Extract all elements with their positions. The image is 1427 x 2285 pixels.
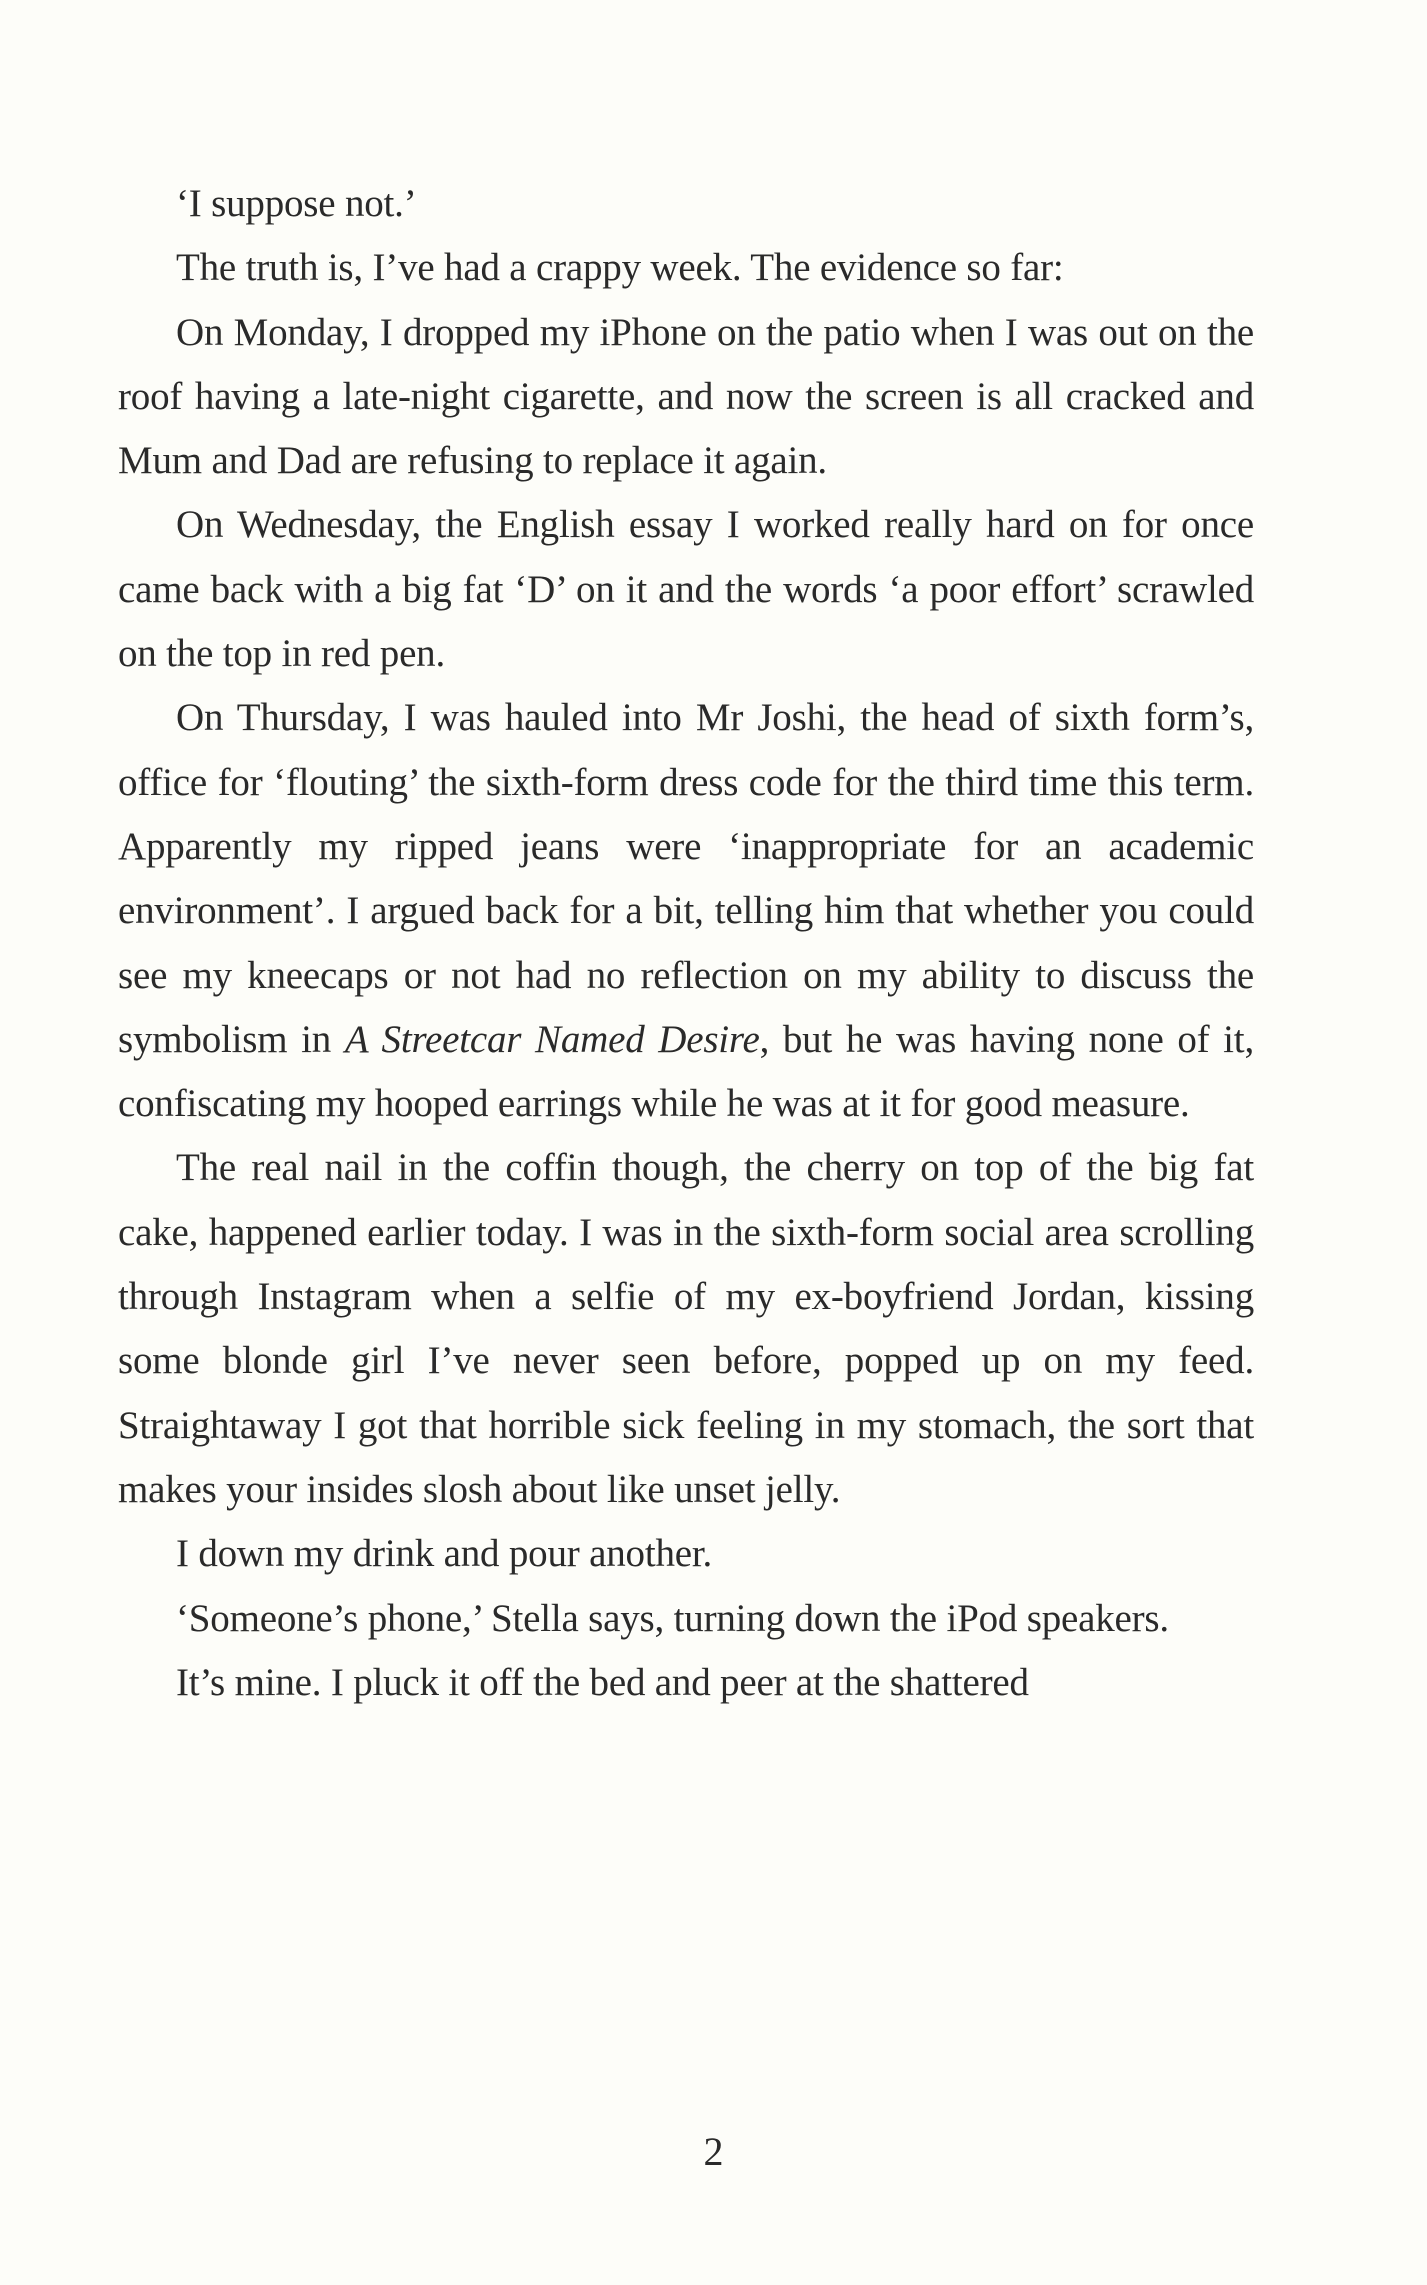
paragraph: The truth is, I’ve had a crappy week. The evidence so far: xyxy=(176,246,1064,290)
book-title: A Streetcar Named Desire xyxy=(344,1017,760,1061)
paragraph: ‘Someone’s phone,’ Stella says, turning down the iPod speakers. xyxy=(176,1596,1169,1640)
paragraph: I down my drink and pour another. xyxy=(176,1532,713,1576)
paragraph: On Wednesday, the English essay I worked really hard on for once came back with a big fat ‘D’ on it and the words ‘a poor effort’ scrawled on the top in red pen. xyxy=(118,503,1254,676)
paragraph: The real nail in the coffin though, the cherry on top of the big fat cake, happened earlier today. I was in the sixth-form social area scrolling through Instagram when a selfie of my ex-boyfriend Jordan, kissing some blonde girl I’ve never seen before, popped up on my feed. Straightaway I got that horrible sick feeling in my stomach, the sort that makes your insides slosh about like unset jelly. xyxy=(118,1146,1254,1511)
paragraph xyxy=(118,686,1254,1136)
paragraph: It’s mine. I pluck it off the bed and peer at the shattered xyxy=(176,1660,1029,1704)
page-number: 2 xyxy=(703,2129,724,2174)
paragraph-text: On Thursday, I was hauled into Mr Joshi, the head of sixth form’s, office for ‘flouting’ the sixth-form dress code for the third time this term. Apparently my ripped jeans were ‘inappropriate for an academic environment’. I argued back for a bit, telling him that whether you could see my kneecaps or not had no reflection on my ability to discuss the symbolism in xyxy=(118,696,1254,1061)
paragraph: ‘I suppose not.’ xyxy=(176,182,417,225)
paragraph-text: , but he was having none of it, confiscating my hooped earrings while he was at it for good measure. xyxy=(118,1017,1254,1126)
paragraph: On Monday, I dropped my iPhone on the patio when I was out on the roof having a late-night cigarette, and now the screen is all cracked and Mum and Dad are refusing to replace it again. xyxy=(118,310,1254,483)
book-page xyxy=(118,172,1254,1715)
